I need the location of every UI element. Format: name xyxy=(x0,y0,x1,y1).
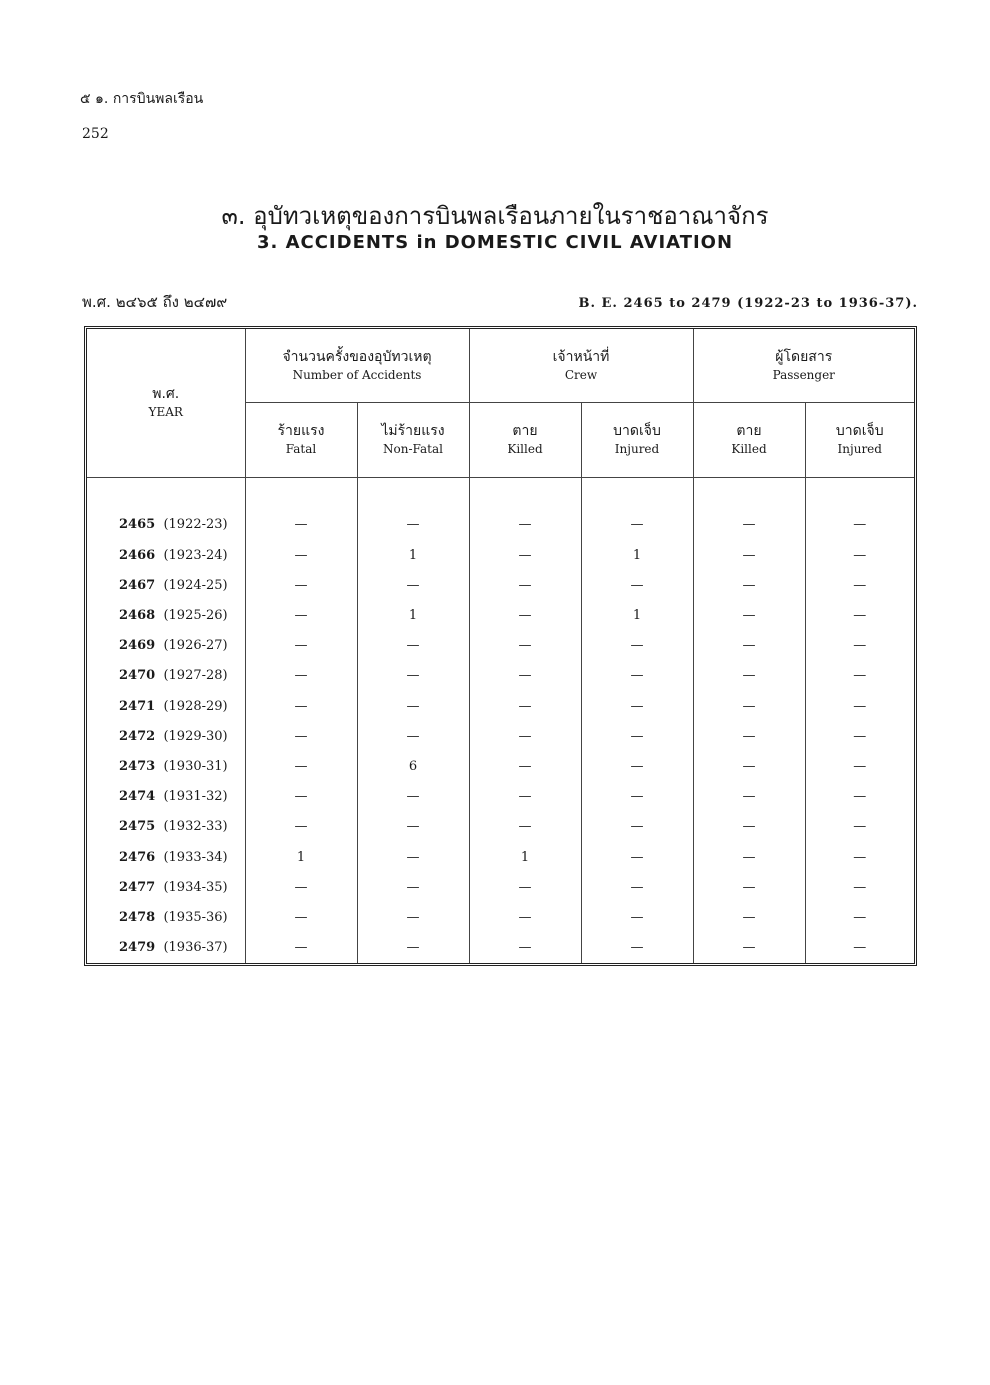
value-cell: — xyxy=(693,600,805,630)
value-cell: 6 xyxy=(357,751,469,781)
table-row xyxy=(87,631,914,661)
value-cell: 1 xyxy=(469,842,581,872)
value-cell: — xyxy=(693,691,805,721)
year-cell xyxy=(87,751,245,781)
value-cell: 1 xyxy=(581,540,693,570)
subheader-passenger-killed xyxy=(693,403,805,478)
value-cell: — xyxy=(357,691,469,721)
year-ce: (1935-36) xyxy=(163,910,228,925)
year-header-english: YEAR xyxy=(148,405,183,420)
value-cell: — xyxy=(245,751,357,781)
value-cell: — xyxy=(469,782,581,812)
year-be: 2473 xyxy=(119,758,156,774)
year-ce: (1927-28) xyxy=(163,668,228,684)
value-cell: — xyxy=(581,691,693,721)
year-ce: (1936-37) xyxy=(163,940,228,956)
value-cell: — xyxy=(805,933,914,963)
group-header-english: Passenger xyxy=(772,367,835,382)
value-cell: — xyxy=(469,600,581,630)
value-cell: — xyxy=(245,510,357,540)
value-cell: — xyxy=(357,661,469,691)
year-ce: (1931-32) xyxy=(163,789,228,805)
value-cell: — xyxy=(805,842,914,872)
group-header-thai: ผู้โดยสาร xyxy=(775,348,833,365)
value-cell: — xyxy=(357,510,469,540)
subheader-thai: บาดเจ็บ xyxy=(613,423,661,440)
table-row xyxy=(87,782,914,812)
year-column-header xyxy=(87,329,245,478)
value-cell: — xyxy=(469,902,581,932)
value-cell: 1 xyxy=(245,842,357,872)
year-cell xyxy=(87,631,245,661)
value-cell: — xyxy=(357,842,469,872)
year-ce: (1923-24) xyxy=(163,547,228,563)
table-row xyxy=(87,661,914,691)
value-cell: — xyxy=(469,872,581,902)
year-cell xyxy=(87,570,245,600)
year-be: 2467 xyxy=(119,577,156,593)
value-cell: — xyxy=(805,540,914,570)
table-row xyxy=(87,842,914,872)
year-ce: (1928-29) xyxy=(163,698,228,714)
value-cell: — xyxy=(245,631,357,661)
value-cell: — xyxy=(805,902,914,932)
year-be: 2472 xyxy=(119,728,156,744)
year-ce: (1924-25) xyxy=(163,577,228,593)
value-cell: — xyxy=(357,570,469,600)
table-row xyxy=(87,872,914,902)
value-cell: — xyxy=(469,570,581,600)
year-be: 2479 xyxy=(119,940,156,956)
year-ce: (1933-34) xyxy=(163,849,228,865)
subheader-english: Non-Fatal xyxy=(383,442,443,457)
year-cell xyxy=(87,872,245,902)
value-cell: — xyxy=(469,691,581,721)
year-be: 2474 xyxy=(119,789,156,805)
value-cell: — xyxy=(693,661,805,691)
year-cell xyxy=(87,691,245,721)
value-cell: — xyxy=(581,842,693,872)
value-cell: — xyxy=(245,540,357,570)
subheader-english: Killed xyxy=(507,442,543,457)
value-cell: 1 xyxy=(581,600,693,630)
value-cell: — xyxy=(693,631,805,661)
subheader-thai: ตาย xyxy=(512,423,538,440)
value-cell: — xyxy=(693,751,805,781)
value-cell: — xyxy=(693,782,805,812)
value-cell: — xyxy=(805,570,914,600)
year-cell xyxy=(87,661,245,691)
group-header-thai: จำนวนครั้งของอุบัทวเหตุ xyxy=(282,348,432,365)
year-be: 2478 xyxy=(119,910,156,925)
subheader-fatal xyxy=(245,403,357,478)
group-header-english: Crew xyxy=(564,367,598,382)
value-cell: — xyxy=(469,812,581,842)
page-number: 252 xyxy=(82,126,109,142)
year-header-thai: พ.ศ. xyxy=(152,386,180,403)
value-cell: — xyxy=(581,933,693,963)
table-row xyxy=(87,510,914,540)
value-cell: — xyxy=(581,510,693,540)
subheader-thai: บาดเจ็บ xyxy=(835,423,884,440)
year-cell xyxy=(87,600,245,630)
subheader-non-fatal xyxy=(357,403,469,478)
value-cell: — xyxy=(357,631,469,661)
table-row xyxy=(87,933,914,963)
year-ce: (1934-35) xyxy=(163,879,228,895)
value-cell: — xyxy=(693,902,805,932)
year-be: 2470 xyxy=(119,668,156,684)
group-header-accidents xyxy=(245,329,469,403)
table-row xyxy=(87,570,914,600)
value-cell: — xyxy=(469,751,581,781)
value-cell: — xyxy=(693,872,805,902)
value-cell: — xyxy=(581,751,693,781)
year-ce: (1922-23) xyxy=(163,517,228,533)
value-cell: — xyxy=(469,631,581,661)
period-label-english: B. E. 2465 to 2479 (1922-23 to 1936-37). xyxy=(578,296,918,311)
value-cell: 1 xyxy=(357,540,469,570)
value-cell: — xyxy=(245,902,357,932)
group-header-thai: เจ้าหน้าที่ xyxy=(552,348,610,365)
value-cell: — xyxy=(805,661,914,691)
group-header-passenger xyxy=(693,329,914,403)
value-cell: — xyxy=(805,721,914,751)
page-title-thai: ๓. อุบัทวเหตุของการบินพลเรือนภายในราชอาณาจักร xyxy=(221,202,769,230)
value-cell: — xyxy=(357,933,469,963)
year-be: 2475 xyxy=(119,819,156,835)
year-cell xyxy=(87,721,245,751)
subheader-thai: ตาย xyxy=(736,423,762,440)
value-cell: — xyxy=(693,842,805,872)
value-cell: — xyxy=(469,661,581,691)
subheader-thai: ไม่ร้ายแรง xyxy=(381,423,445,440)
value-cell: — xyxy=(805,691,914,721)
subheader-thai: ร้ายแรง xyxy=(277,423,325,440)
value-cell: — xyxy=(245,691,357,721)
year-cell xyxy=(87,812,245,842)
value-cell: — xyxy=(245,661,357,691)
year-ce: (1929-30) xyxy=(163,728,228,744)
value-cell: — xyxy=(469,933,581,963)
value-cell: — xyxy=(245,782,357,812)
value-cell: — xyxy=(581,902,693,932)
subheader-english: Injured xyxy=(614,442,660,457)
value-cell: — xyxy=(357,902,469,932)
year-be: 2476 xyxy=(119,849,156,865)
year-cell xyxy=(87,510,245,540)
value-cell: — xyxy=(805,600,914,630)
year-cell xyxy=(87,933,245,963)
year-cell xyxy=(87,902,245,932)
value-cell: — xyxy=(245,570,357,600)
year-be: 2466 xyxy=(119,547,156,563)
table-row xyxy=(87,721,914,751)
value-cell: — xyxy=(581,782,693,812)
value-cell: — xyxy=(805,510,914,540)
year-ce: (1925-26) xyxy=(163,607,228,623)
section-label: ๕ ๑. การบินพลเรือน xyxy=(80,91,204,107)
value-cell: — xyxy=(805,751,914,781)
value-cell: — xyxy=(693,812,805,842)
table-row xyxy=(87,902,914,932)
value-cell: — xyxy=(805,872,914,902)
value-cell: — xyxy=(245,600,357,630)
period-label-thai: พ.ศ. ๒๔๖๕ ถึง ๒๔๗๙ xyxy=(82,293,228,311)
table-body xyxy=(87,510,914,963)
value-cell: — xyxy=(805,631,914,661)
subheader-crew-killed xyxy=(469,403,581,478)
value-cell: — xyxy=(245,933,357,963)
year-be: 2471 xyxy=(119,698,156,714)
value-cell: — xyxy=(357,721,469,751)
subheader-english: Fatal xyxy=(285,442,317,457)
value-cell: — xyxy=(805,812,914,842)
value-cell: — xyxy=(469,540,581,570)
year-cell xyxy=(87,782,245,812)
group-header-english: Number of Accidents xyxy=(292,367,422,382)
value-cell: — xyxy=(245,812,357,842)
subheader-crew-injured xyxy=(581,403,693,478)
year-be: 2465 xyxy=(119,517,156,533)
subheader-english: Injured xyxy=(837,442,882,457)
value-cell: — xyxy=(469,510,581,540)
year-be: 2477 xyxy=(119,879,156,895)
value-cell: — xyxy=(581,872,693,902)
value-cell: — xyxy=(693,721,805,751)
accidents-table xyxy=(84,326,917,966)
year-ce: (1926-27) xyxy=(163,638,228,654)
group-header-crew xyxy=(469,329,693,403)
value-cell: — xyxy=(581,721,693,751)
year-ce: (1932-33) xyxy=(163,819,228,835)
value-cell: — xyxy=(805,782,914,812)
value-cell: 1 xyxy=(357,600,469,630)
year-cell xyxy=(87,540,245,570)
page-title-english: 3. ACCIDENTS in DOMESTIC CIVIL AVIATION xyxy=(256,232,734,253)
year-be: 2469 xyxy=(119,638,156,654)
value-cell: — xyxy=(581,661,693,691)
year-ce: (1930-31) xyxy=(163,758,228,774)
value-cell: — xyxy=(245,721,357,751)
value-cell: — xyxy=(693,570,805,600)
subheader-english: Killed xyxy=(731,442,767,457)
value-cell: — xyxy=(469,721,581,751)
value-cell: — xyxy=(357,872,469,902)
subheader-passenger-injured xyxy=(805,403,914,478)
value-cell: — xyxy=(581,570,693,600)
year-be: 2468 xyxy=(119,607,156,623)
value-cell: — xyxy=(357,812,469,842)
table-row xyxy=(87,812,914,842)
value-cell: — xyxy=(245,872,357,902)
table-row xyxy=(87,751,914,781)
table-row xyxy=(87,540,914,570)
value-cell: — xyxy=(693,540,805,570)
value-cell: — xyxy=(357,782,469,812)
value-cell: — xyxy=(693,933,805,963)
table-row xyxy=(87,691,914,721)
year-cell xyxy=(87,842,245,872)
table-row xyxy=(87,600,914,630)
value-cell: — xyxy=(581,812,693,842)
value-cell: — xyxy=(693,510,805,540)
value-cell: — xyxy=(581,631,693,661)
